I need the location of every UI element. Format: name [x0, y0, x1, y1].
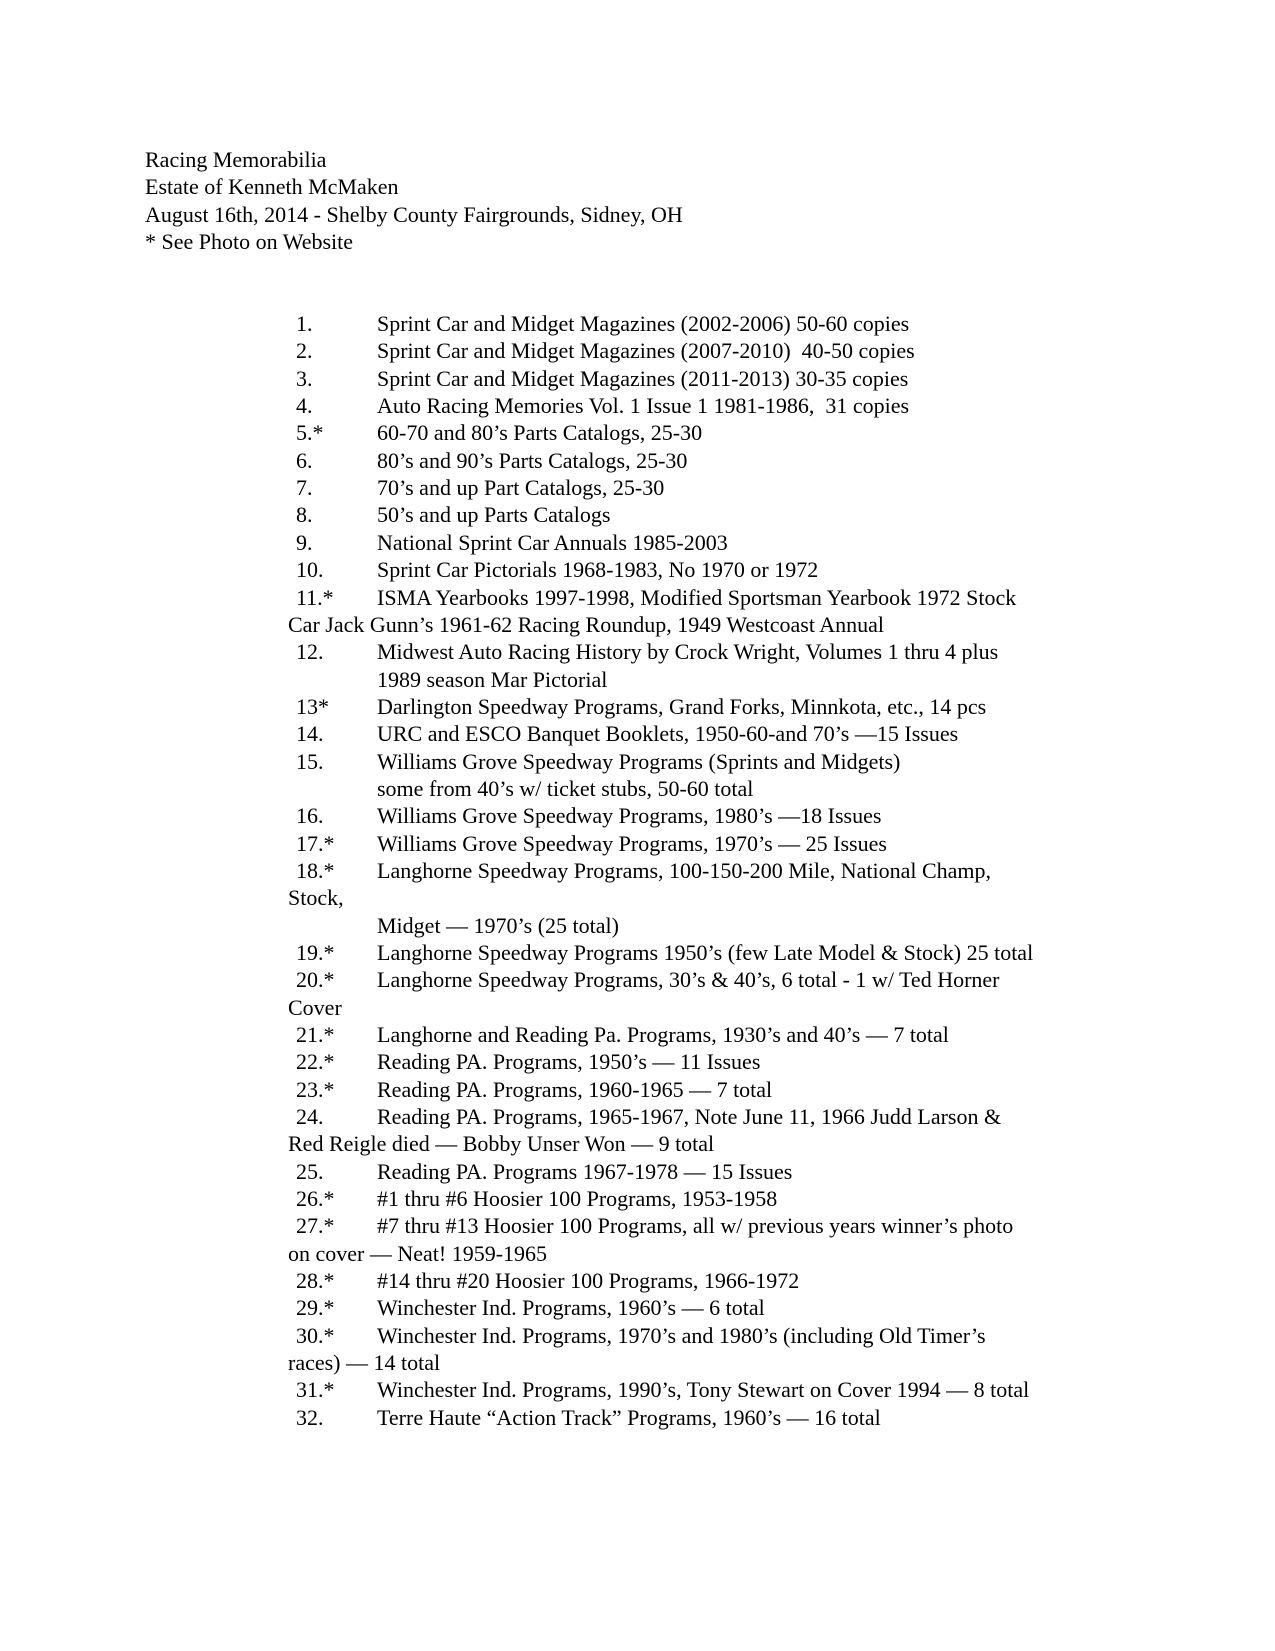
list-continuation-line: Car Jack Gunn’s 1961-62 Racing Roundup, 1949 Westcoast Annual: [288, 611, 885, 637]
list-item-number: 3.: [296, 365, 313, 391]
list-item-number: 17.*: [296, 830, 335, 856]
list-item-number: 24.: [296, 1104, 324, 1130]
list-line: [0, 1048, 1275, 1075]
list-item-number: 2.: [296, 338, 313, 364]
list-line: [0, 939, 1275, 966]
list-line: [0, 1103, 1275, 1130]
list-item-number: 7.: [296, 475, 313, 501]
list-line: [0, 419, 1275, 446]
list-item-text: Reading PA. Programs, 1950’s — 11 Issues: [377, 1049, 761, 1075]
list-continuation-line: Cover: [288, 994, 342, 1020]
list-item-text: Winchester Ind. Programs, 1990’s, Tony Stewart on Cover 1994 — 8 total: [377, 1377, 1030, 1403]
header-list-gap: [0, 255, 1275, 310]
list-item-text: 60-70 and 80’s Parts Catalogs, 25-30: [377, 420, 703, 446]
list-item-number: 29.*: [296, 1295, 335, 1321]
list-item-text: Winchester Ind. Programs, 1970’s and 1980’s (including Old Timer’s: [377, 1322, 986, 1348]
list-item-number: 5.*: [296, 420, 324, 446]
list-item-text: Midwest Auto Racing History by Crock Wright, Volumes 1 thru 4 plus: [377, 639, 999, 665]
list-line: [0, 1021, 1275, 1048]
header-title: Racing Memorabilia: [145, 147, 327, 172]
list-item-text: URC and ESCO Banquet Booklets, 1950-60-and 70’s —15 Issues: [377, 721, 959, 747]
list-item-number: 26.*: [296, 1186, 335, 1212]
list-line: [0, 830, 1275, 857]
list-continuation-line: races) — 14 total: [288, 1350, 441, 1376]
list-line: [0, 529, 1275, 556]
list-line: [0, 966, 1275, 993]
list-item-number: 8.: [296, 502, 313, 528]
list-item-number: 20.*: [296, 967, 335, 993]
list-item-text: 80’s and 90’s Parts Catalogs, 25-30: [377, 447, 688, 473]
list-item-number: 23.*: [296, 1076, 335, 1102]
list-item-text: #7 thru #13 Hoosier 100 Programs, all w/ previous years winner’s photo: [377, 1213, 1014, 1239]
list-item-number: 1.: [296, 311, 313, 337]
list-item-text: Darlington Speedway Programs, Grand Forks, Minnkota, etc., 14 pcs: [377, 693, 987, 719]
list-line: [0, 1212, 1275, 1239]
list-item-number: 32.: [296, 1404, 324, 1430]
list-item-number: 10.: [296, 557, 324, 583]
list-line: [0, 1376, 1275, 1403]
list-line: [0, 1076, 1275, 1103]
list-line: [0, 501, 1275, 528]
list-line: [0, 748, 1275, 775]
list-line: [0, 1294, 1275, 1321]
list-line: [0, 802, 1275, 829]
list-continuation-line: Stock,: [288, 885, 344, 911]
list-item-number: 22.*: [296, 1049, 335, 1075]
list-item-number: 9.: [296, 529, 313, 555]
list-line: [0, 638, 1275, 665]
list-item-number: 14.: [296, 721, 324, 747]
list-continuation-line: Midget — 1970’s (25 total): [377, 912, 619, 938]
list-line: [0, 365, 1275, 392]
list-item-text: #1 thru #6 Hoosier 100 Programs, 1953-1958: [377, 1186, 778, 1212]
list-line: [0, 1158, 1275, 1185]
list-line: [0, 693, 1275, 720]
list-item-number: 19.*: [296, 939, 335, 965]
list-item-text: Auto Racing Memories Vol. 1 Issue 1 1981-1986, 31 copies: [377, 393, 910, 419]
list-item-number: 13*: [296, 693, 329, 719]
list-item-number: 28.*: [296, 1268, 335, 1294]
header-date-location-line: August 16th, 2014 - Shelby County Fairgrounds, Sidney, OH: [145, 201, 683, 227]
list-item-number: 11.*: [296, 584, 334, 610]
list-item-text: Sprint Car Pictorials 1968-1983, No 1970 or 1972: [377, 557, 819, 583]
list-item-number: 30.*: [296, 1322, 335, 1348]
item-list: [0, 310, 1275, 1431]
list-item-text: Reading PA. Programs, 1965-1967, Note June 11, 1966 Judd Larson &: [377, 1104, 1002, 1130]
list-item-text: Reading PA. Programs, 1960-1965 — 7 total: [377, 1076, 773, 1102]
list-line: [0, 857, 1275, 884]
list-item-text: Williams Grove Speedway Programs, 1980’s —18 Issues: [377, 803, 882, 829]
list-item-text: Langhorne Speedway Programs, 30’s & 40’s, 6 total - 1 w/ Ted Horner: [377, 967, 1000, 993]
list-item-text: ISMA Yearbooks 1997-1998, Modified Sportsman Yearbook 1972 Stock: [377, 584, 1017, 610]
list-item-number: 15.: [296, 748, 324, 774]
list-item-text: Reading PA. Programs 1967-1978 — 15 Issues: [377, 1158, 793, 1184]
list-item-number: 27.*: [296, 1213, 335, 1239]
list-line: [0, 447, 1275, 474]
list-item-number: 25.: [296, 1158, 324, 1184]
list-item-text: National Sprint Car Annuals 1985-2003: [377, 529, 728, 555]
list-item-text: #14 thru #20 Hoosier 100 Programs, 1966-1972: [377, 1268, 800, 1294]
list-line: [0, 392, 1275, 419]
list-continuation-line: some from 40’s w/ ticket stubs, 50-60 total: [377, 775, 754, 801]
list-item-text: Sprint Car and Midget Magazines (2011-2013) 30-35 copies: [377, 365, 909, 391]
list-item-text: 70’s and up Part Catalogs, 25-30: [377, 475, 665, 501]
list-line: [0, 584, 1275, 611]
list-item-text: Langhorne and Reading Pa. Programs, 1930’s and 40’s — 7 total: [377, 1022, 949, 1047]
list-item-text: Langhorne Speedway Programs 1950’s (few Late Model & Stock) 25 total: [377, 939, 1034, 965]
list-line: [0, 1322, 1275, 1349]
list-item-text: Williams Grove Speedway Programs (Sprints and Midgets): [377, 748, 901, 774]
list-item-number: 16.: [296, 803, 324, 829]
list-item-text: Winchester Ind. Programs, 1960’s — 6 total: [377, 1295, 765, 1321]
list-item-number: 18.*: [296, 857, 335, 883]
header-photo-note: * See Photo on Website: [145, 229, 354, 255]
list-item-number: 31.*: [296, 1377, 335, 1403]
list-line: [0, 720, 1275, 747]
list-line: [0, 337, 1275, 364]
list-continuation-line: 1989 season Mar Pictorial: [377, 666, 608, 692]
list-item-text: Sprint Car and Midget Magazines (2002-2006) 50-60 copies: [377, 311, 910, 337]
list-item-number: 12.: [296, 639, 324, 665]
list-line: [0, 1267, 1275, 1294]
list-item-number: 21.*: [296, 1022, 335, 1047]
list-line: [0, 1185, 1275, 1212]
list-item-number: 4.: [296, 393, 313, 419]
list-line: [0, 1404, 1275, 1431]
list-line: [0, 474, 1275, 501]
header-estate-line: Estate of Kenneth McMaken: [145, 174, 399, 200]
list-item-text: Williams Grove Speedway Programs, 1970’s — 25 Issues: [377, 830, 887, 856]
list-item-text: 50’s and up Parts Catalogs: [377, 502, 611, 528]
list-line: [0, 310, 1275, 337]
list-item-number: 6.: [296, 447, 313, 473]
list-continuation-line: Red Reigle died — Bobby Unser Won — 9 total: [288, 1131, 715, 1157]
list-item-text: Sprint Car and Midget Magazines (2007-2010) 40-50 copies: [377, 338, 915, 364]
document-header: [0, 146, 1275, 255]
list-continuation-line: on cover — Neat! 1959-1965: [288, 1240, 548, 1266]
list-line: [0, 556, 1275, 583]
list-item-text: Terre Haute “Action Track” Programs, 1960’s — 16 total: [377, 1404, 881, 1430]
list-item-text: Langhorne Speedway Programs, 100-150-200 Mile, National Champ,: [377, 857, 992, 883]
